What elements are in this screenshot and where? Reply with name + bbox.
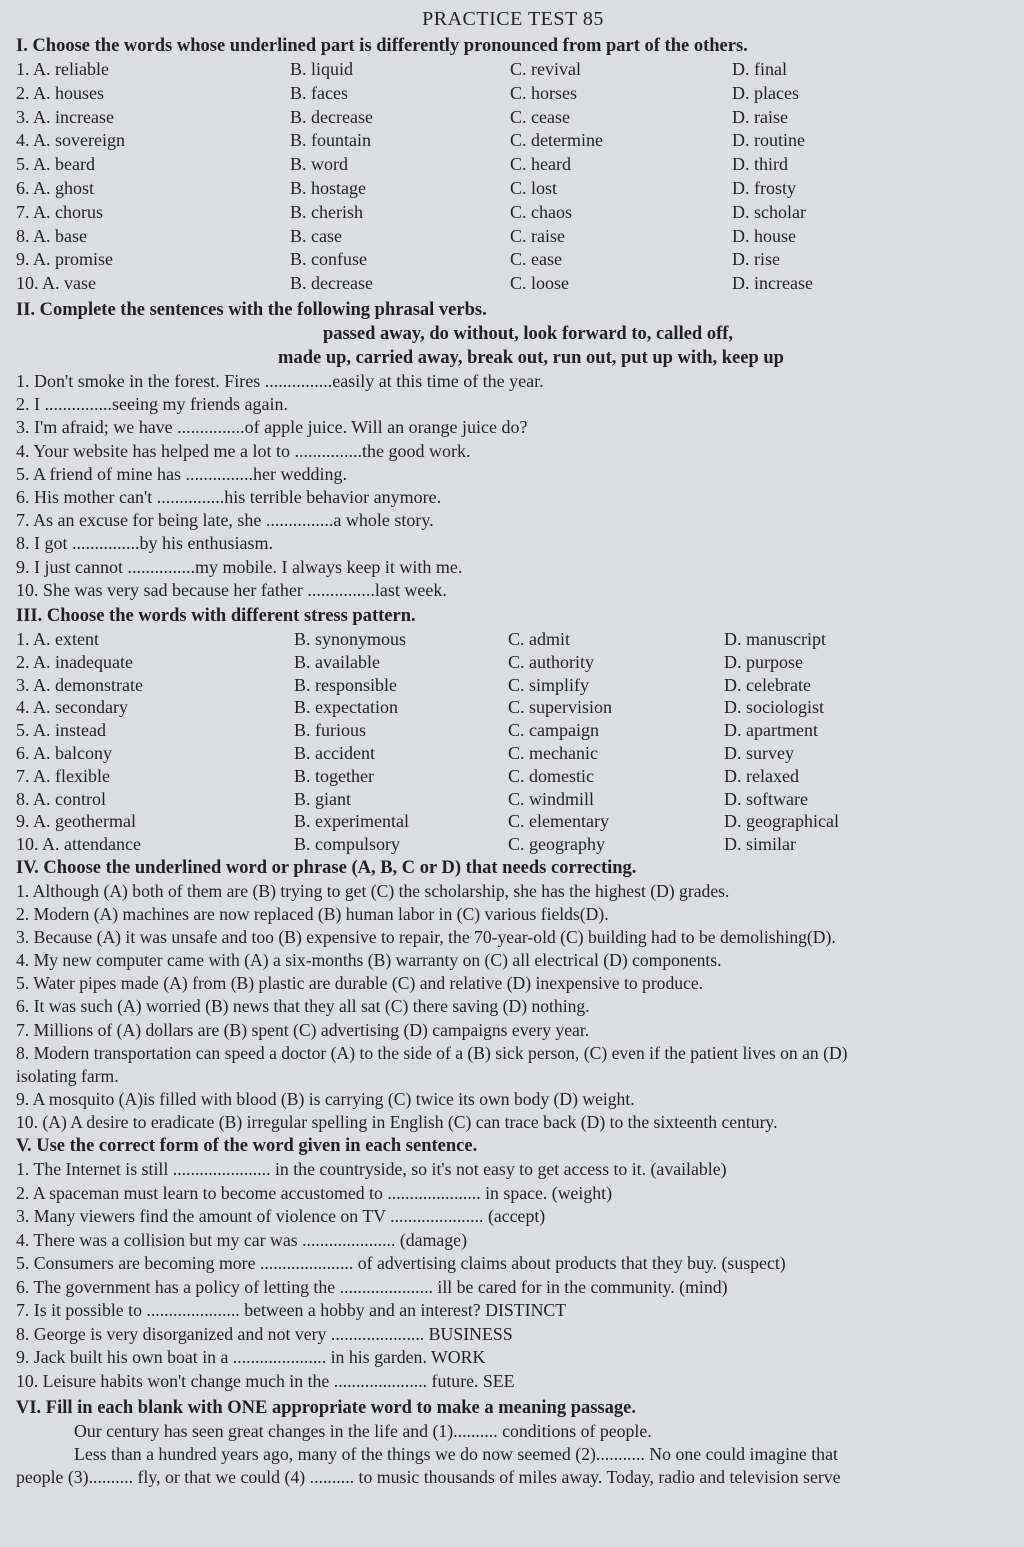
- section-2-heading: II. Complete the sentences with the following phrasal verbs.: [16, 299, 487, 320]
- answer-option: B. compulsory: [294, 834, 400, 855]
- question-row: [16, 58, 1010, 82]
- sentence-item: 4. There was a collision but my car was ..................... (damage): [16, 1229, 467, 1250]
- section-6-heading: VI. Fill in each blank with ONE appropriate word to make a meaning passage.: [16, 1398, 636, 1418]
- passage-line: people (3).......... fly, or that we could (4) .......... to music thousands of miles away. Today, radio and television serve: [16, 1467, 841, 1487]
- answer-option: B. expectation: [294, 697, 398, 718]
- sentence-item: 3. Because (A) it was unsafe and too (B) expensive to repair, the 70-year-old (C) building had to be demolishing(D).: [16, 927, 836, 948]
- sentence-item: 8. Modern transportation can speed a doctor (A) to the side of a (B) sick person, (C) even if the patient lives on an (D): [16, 1042, 848, 1063]
- answer-option: C. horses: [510, 82, 577, 103]
- sentence-item: 4. Your website has helped me a lot to ...............the good work.: [16, 440, 471, 461]
- answer-option: D. house: [732, 225, 796, 246]
- answer-option: 10. A. vase: [16, 273, 96, 294]
- answer-option: D. sociologist: [724, 697, 825, 718]
- question-row: [16, 225, 1010, 249]
- answer-option: D. final: [732, 59, 787, 79]
- passage-line: Less than a hundred years ago, many of the things we do now seemed (2)........... No one could imagine that: [74, 1444, 838, 1464]
- answer-option: C. chaos: [510, 201, 572, 222]
- sentence-item: 9. A mosquito (A)is filled with blood (B) is carrying (C) twice its own body (D) weight.: [16, 1088, 635, 1109]
- answer-option: D. places: [732, 82, 799, 103]
- question-row: [16, 765, 1010, 788]
- answer-option: 4. A. sovereign: [16, 130, 125, 151]
- question-row: [16, 719, 1010, 742]
- sentence-item: 1. Although (A) both of them are (B) trying to get (C) the scholarship, she has the highest (D) grades.: [16, 880, 730, 901]
- sentence-item: 10. Leisure habits won't change much in the ..................... future. SEE: [16, 1370, 515, 1391]
- section-2-sentences: [16, 370, 1010, 602]
- answer-option: C. windmill: [508, 788, 595, 809]
- answer-option: C. authority: [508, 651, 594, 672]
- sentence-item: isolating farm.: [16, 1065, 119, 1086]
- answer-option: B. together: [294, 765, 374, 786]
- answer-option: C. heard: [510, 154, 571, 175]
- sentence-item: 6. His mother can't ...............his terrible behavior anymore.: [16, 486, 442, 507]
- question-row: [16, 153, 1010, 177]
- answer-option: B. case: [290, 225, 342, 246]
- answer-option: 4. A. secondary: [16, 697, 128, 718]
- answer-option: C. determine: [510, 130, 603, 151]
- sentence-item: 10. (A) A desire to eradicate (B) irregular spelling in English (C) can trace back (D) to the sixteenth century.: [16, 1111, 778, 1132]
- answer-option: B. faces: [290, 82, 348, 103]
- answer-option: D. raise: [732, 106, 788, 127]
- question-row: [16, 674, 1010, 697]
- section-1-heading: I. Choose the words whose underlined part is differently pronounced from part of the others.: [16, 36, 748, 56]
- question-row: [16, 248, 1010, 272]
- sentence-item: 3. I'm afraid; we have ...............of apple juice. Will an orange juice do?: [16, 417, 528, 438]
- sentence-item: 8. George is very disorganized and not very ..................... BUSINESS: [16, 1323, 513, 1344]
- question-row: [16, 696, 1010, 719]
- answer-option: B. decrease: [290, 106, 373, 127]
- passage-line: Our century has seen great changes in the life and (1).......... conditions of people.: [74, 1421, 652, 1441]
- section-5-sentences: [16, 1158, 1010, 1393]
- answer-option: D. software: [724, 788, 808, 809]
- answer-option: 8. A. base: [16, 225, 87, 246]
- answer-option: 1. A. extent: [16, 629, 99, 649]
- answer-option: C. mechanic: [508, 742, 598, 763]
- answer-option: 9. A. geothermal: [16, 811, 136, 832]
- answer-option: 1. A. reliable: [16, 59, 109, 79]
- sentence-item: 7. Millions of (A) dollars are (B) spent (C) advertising (D) campaigns every year.: [16, 1019, 590, 1040]
- section-3-heading: III. Choose the words with different stress pattern.: [16, 606, 416, 626]
- answer-option: 7. A. chorus: [16, 201, 103, 222]
- question-row: [16, 201, 1010, 225]
- sentence-item: 4. My new computer came with (A) a six-months (B) warranty on (C) all electrical (D) components.: [16, 950, 722, 971]
- answer-option: D. manuscript: [724, 629, 826, 649]
- answer-option: 6. A. ghost: [16, 177, 95, 198]
- sentence-item: 3. Many viewers find the amount of violence on TV ..................... (accept): [16, 1206, 546, 1226]
- answer-option: C. elementary: [508, 811, 609, 832]
- answer-option: B. accident: [294, 742, 375, 763]
- answer-option: D. survey: [724, 742, 794, 763]
- sentence-item: 1. Don't smoke in the forest. Fires ...............easily at this time of the year.: [16, 370, 544, 391]
- answer-option: B. liquid: [290, 59, 354, 79]
- answer-option: C. domestic: [508, 765, 594, 786]
- sentence-item: 6. The government has a policy of letting the ..................... ill be cared for in the community. (mind): [16, 1276, 728, 1297]
- answer-option: D. geographical: [724, 811, 839, 832]
- sentence-item: 7. As an excuse for being late, she ...............a whole story.: [16, 510, 434, 531]
- answer-option: 2. A. houses: [16, 82, 105, 103]
- answer-option: B. hostage: [290, 177, 366, 198]
- sentence-item: 2. A spaceman must learn to become accustomed to ..................... in space. (weight): [16, 1182, 613, 1203]
- sentence-item: 6. It was such (A) worried (B) news that they all sat (C) there saving (D) nothing.: [16, 996, 590, 1017]
- answer-option: B. responsible: [294, 674, 397, 695]
- answer-option: 10. A. attendance: [16, 834, 141, 855]
- question-row: [16, 810, 1010, 833]
- answer-option: D. scholar: [732, 201, 806, 222]
- question-row: [16, 742, 1010, 765]
- answer-option: C. ease: [510, 249, 562, 270]
- answer-option: C. admit: [508, 629, 570, 649]
- answer-option: D. routine: [732, 130, 805, 151]
- answer-option: 3. A. increase: [16, 106, 114, 127]
- answer-option: B. giant: [294, 788, 351, 809]
- sentence-item: 2. Modern (A) machines are now replaced (B) human labor in (C) various fields(D).: [16, 904, 609, 925]
- answer-option: B. available: [294, 651, 380, 672]
- answer-option: C. simplify: [508, 674, 590, 695]
- sentence-item: 5. Consumers are becoming more ..................... of advertising claims about products that they buy. (suspect): [16, 1253, 786, 1273]
- answer-option: B. synonymous: [294, 629, 407, 649]
- section-4-sentences: [16, 880, 1010, 1134]
- answer-option: 6. A. balcony: [16, 742, 112, 763]
- answer-option: 8. A. control: [16, 788, 106, 809]
- answer-option: C. campaign: [508, 720, 599, 741]
- answer-option: B. furious: [294, 720, 366, 741]
- answer-option: B. cherish: [290, 201, 363, 222]
- question-row: [16, 272, 1010, 296]
- answer-option: D. third: [732, 154, 788, 175]
- sentence-item: 7. Is it possible to ..................... between a hobby and an interest? DISTINCT: [16, 1300, 567, 1320]
- answer-option: C. loose: [510, 273, 570, 294]
- answer-option: C. lost: [510, 177, 558, 198]
- sentence-item: 8. I got ...............by his enthusiasm.: [16, 533, 273, 554]
- section-3-options: [16, 628, 1010, 856]
- question-row: [16, 129, 1010, 153]
- section-5-heading: V. Use the correct form of the word given in each sentence.: [16, 1136, 478, 1156]
- answer-option: B. confuse: [290, 249, 367, 270]
- sentence-item: 10. She was very sad because her father ...............last week.: [16, 579, 447, 600]
- answer-option: D. relaxed: [724, 765, 799, 786]
- section-4-heading: IV. Choose the underlined word or phrase (A, B, C or D) that needs correcting.: [16, 857, 637, 878]
- sentence-item: 9. Jack built his own boat in a ..................... in his garden. WORK: [16, 1347, 486, 1367]
- answer-option: 7. A. flexible: [16, 765, 110, 786]
- sentence-item: 9. I just cannot ...............my mobile. I always keep it with me.: [16, 556, 463, 577]
- section-1-options: [16, 58, 1010, 296]
- answer-option: B. experimental: [294, 811, 409, 832]
- sentence-item: 1. The Internet is still ...................... in the countryside, so it's not easy to get access to it. (available): [16, 1159, 727, 1179]
- question-row: [16, 628, 1010, 651]
- answer-option: 2. A. inadequate: [16, 651, 133, 672]
- answer-option: D. apartment: [724, 720, 818, 741]
- answer-option: B. word: [290, 154, 348, 175]
- question-row: [16, 651, 1010, 674]
- answer-option: D. similar: [724, 834, 796, 855]
- question-row: [16, 82, 1010, 106]
- sentence-item: 5. Water pipes made (A) from (B) plastic are durable (C) and relative (D) inexpensive to produce.: [16, 973, 704, 994]
- sentence-item: 5. A friend of mine has ...............her wedding.: [16, 463, 347, 484]
- answer-option: 5. A. beard: [16, 154, 95, 175]
- phrasal-verbs-line-1: passed away, do without, look forward to, called off,: [322, 323, 734, 344]
- answer-option: B. fountain: [290, 130, 371, 151]
- answer-option: C. raise: [510, 225, 565, 246]
- sentence-item: 2. I ...............seeing my friends again.: [16, 394, 288, 415]
- answer-option: 3. A. demonstrate: [16, 674, 143, 695]
- answer-option: 9. A. promise: [16, 249, 113, 270]
- question-row: [16, 106, 1010, 130]
- answer-option: C. revival: [510, 59, 581, 79]
- answer-option: D. rise: [732, 249, 780, 270]
- answer-option: C. cease: [510, 106, 570, 127]
- question-row: [16, 833, 1010, 856]
- answer-option: D. celebrate: [724, 674, 811, 695]
- answer-option: C. supervision: [508, 697, 613, 718]
- question-row: [16, 177, 1010, 201]
- phrasal-verbs-line-2: made up, carried away, break out, run out, put up with, keep up: [278, 347, 784, 368]
- answer-option: B. decrease: [290, 273, 373, 294]
- answer-option: D. frosty: [732, 177, 796, 198]
- question-row: [16, 788, 1010, 811]
- answer-option: D. purpose: [724, 651, 803, 672]
- page-title: PRACTICE TEST 85: [422, 8, 604, 30]
- answer-option: 5. A. instead: [16, 720, 106, 741]
- section-6-passage: [16, 1420, 1010, 1489]
- answer-option: C. geography: [508, 834, 605, 855]
- answer-option: D. increase: [732, 273, 813, 294]
